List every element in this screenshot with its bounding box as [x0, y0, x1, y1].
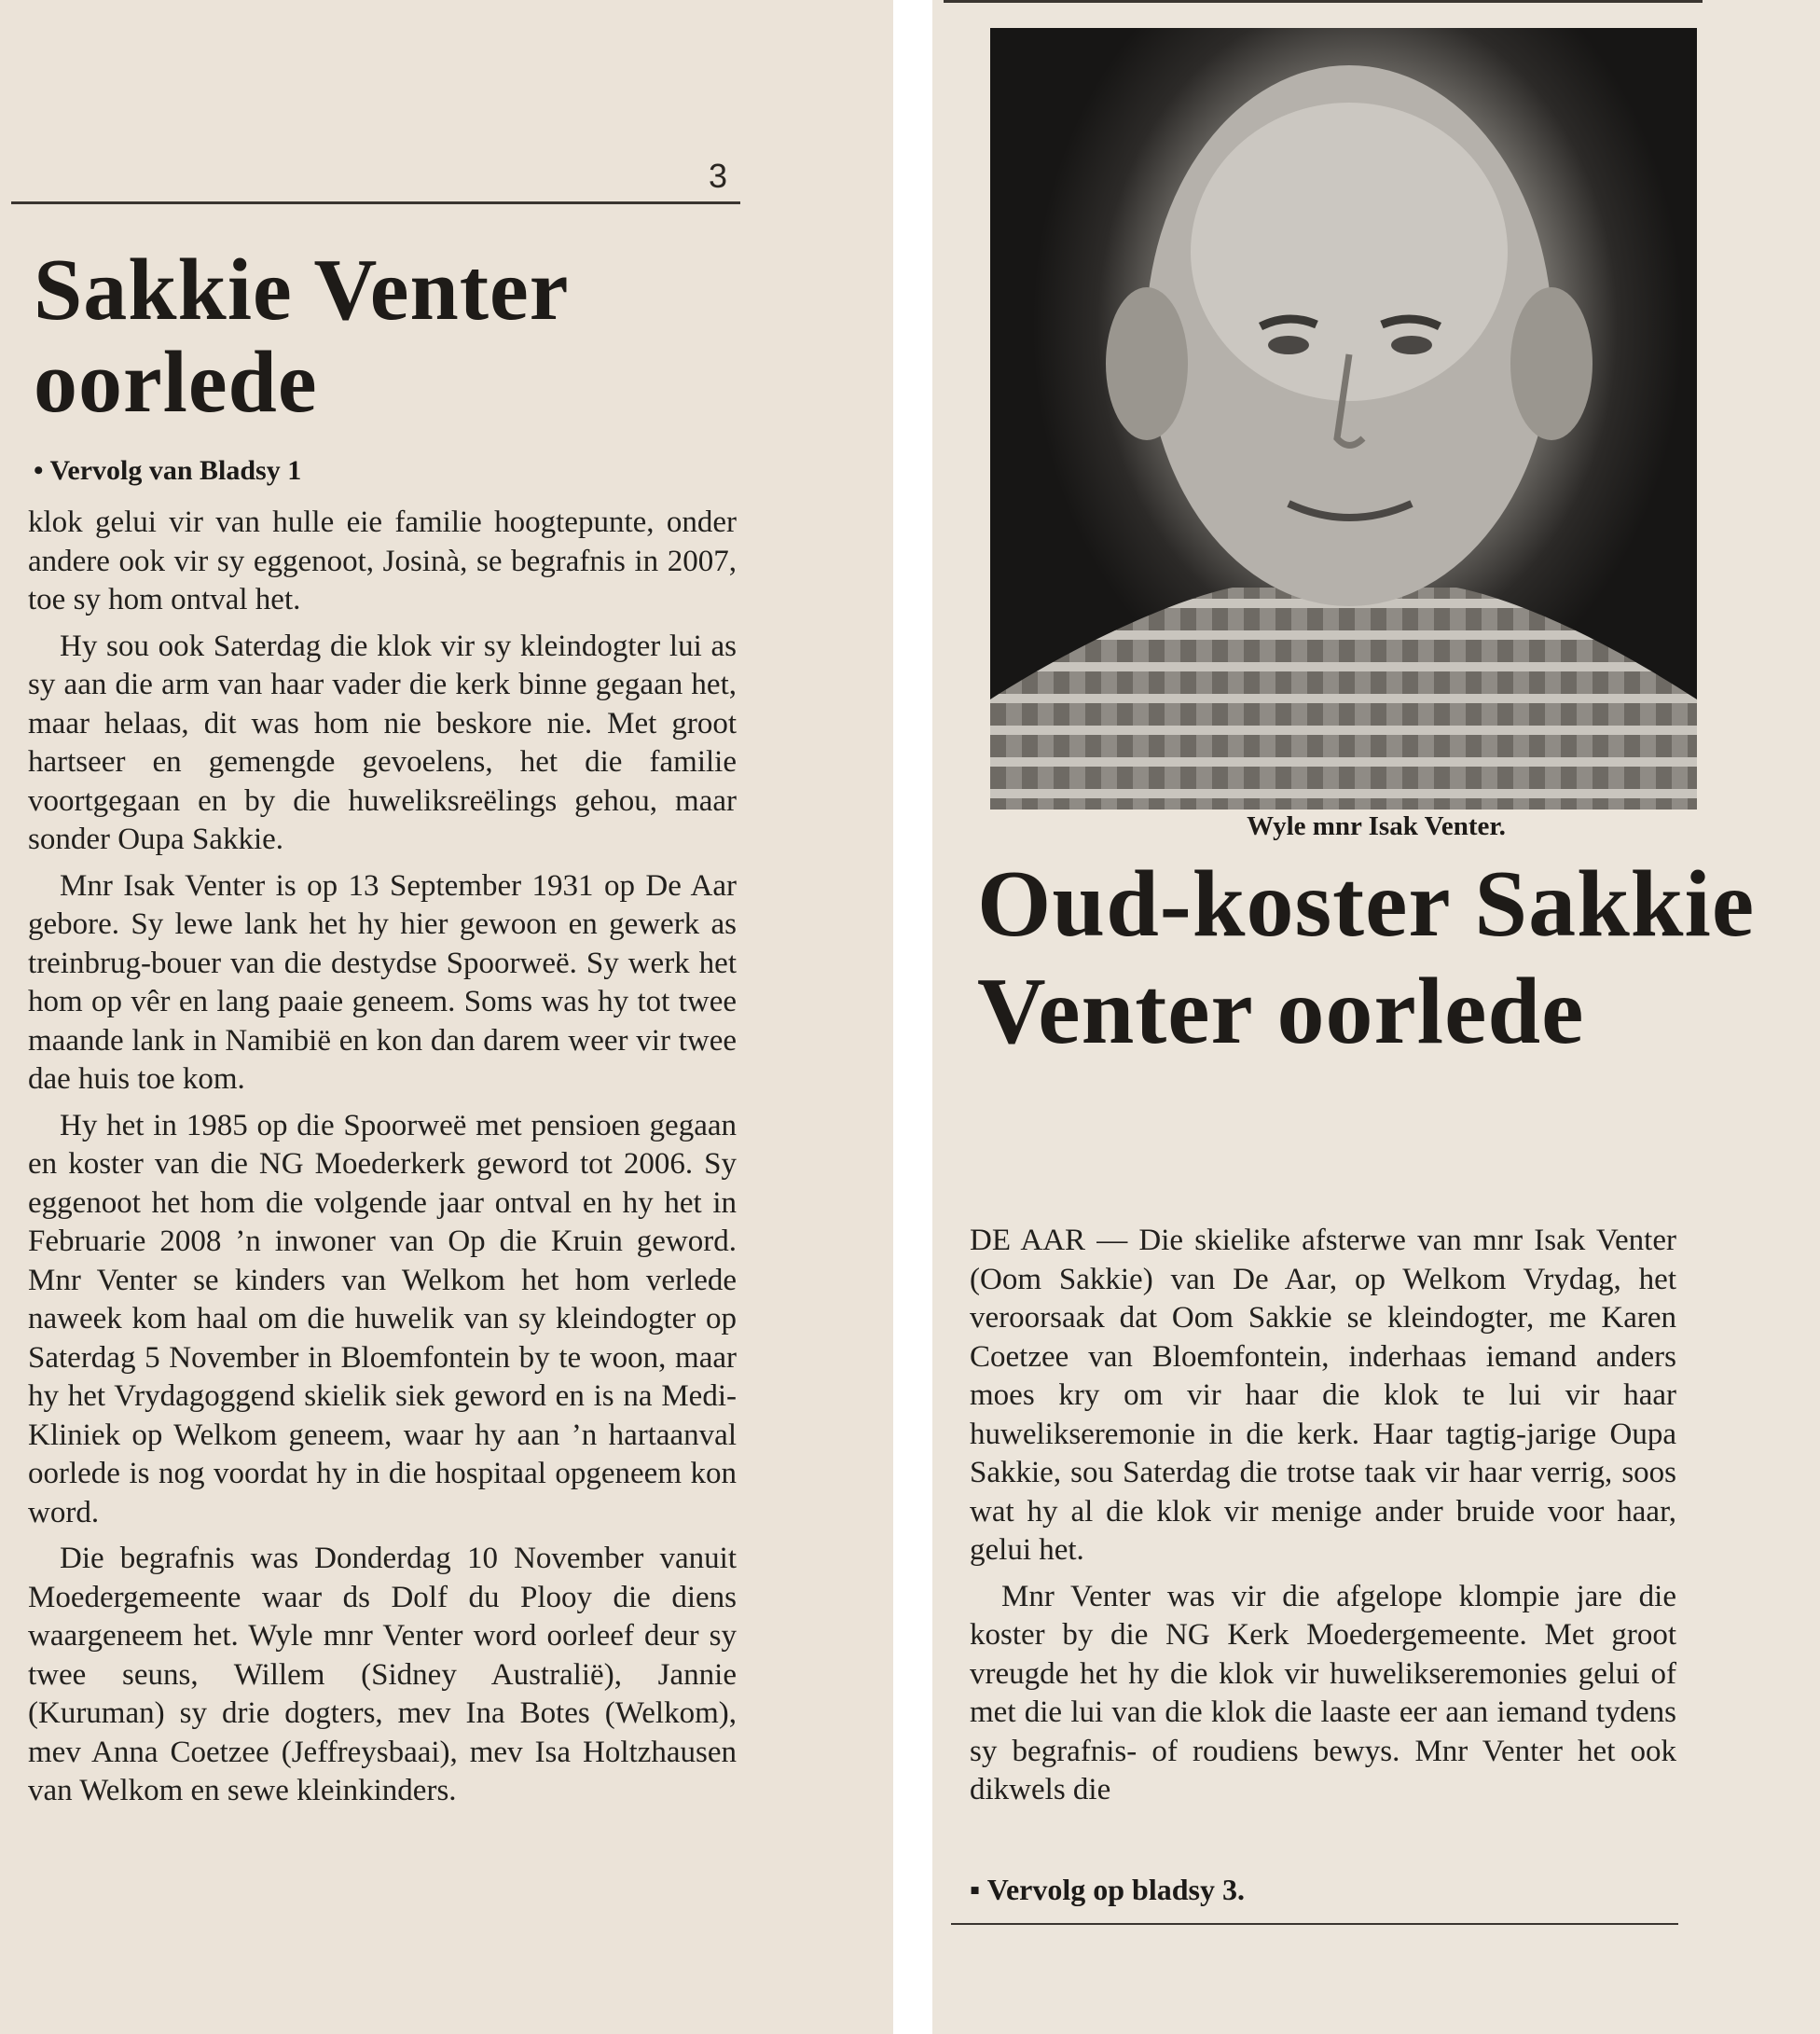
- article-paragraph: Mnr Isak Venter is op 13 September 1931 op De Aar gebore. Sy lewe lank het hy hier gewoon en gewerk as treinbrug-bouer van die destydse Spoorweë. Sy werk het hom op vêr en lang paaie geneem. Soms was hy tot twee maande lank in Namibië en kon dan darem weer vir twee dae huis toe kom.: [28, 868, 737, 1096]
- article-paragraph: Hy het in 1985 op die Spoorweë met pensioen gegaan en koster van die NG Moederkerk geword tot 2006. Sy eggenoot het hom die volgende jaar ontval en hy het in Februarie 2008 ’n inwoner van Op die Kruin geword. Mnr Venter se kinders van Welkom het hom verlede naweek kom haal om die huwelik van sy kleindogter op Saterdag 5 November in Bloemfontein by te woon, maar hy het Vrydagoggend skielik siek geword en is na Medi-Kliniek op Welkom geneem, waar hy aan ’n hartaanval oorlede is nog voordat hy in die hospitaal opgeneem kon word.: [28, 1108, 737, 1529]
- right-article-body: [970, 1222, 1676, 1818]
- article-paragraph: Hy sou ook Saterdag die klok vir sy kleindogter lui as sy aan die arm van haar vader die kerk binne gegaan het, maar helaas, dit was hom nie beskore nie. Met groot hartseer en gemengde gevoelens, het die familie voortgegaan en by die huweliksreëlings gehou, maar sonder Oupa Sakkie.: [28, 629, 737, 856]
- right-clipping: [932, 0, 1820, 2034]
- photo-caption: Wyle mnr Isak Venter.: [1247, 811, 1506, 841]
- portrait-photo: [990, 28, 1697, 809]
- left-article-body: [28, 504, 737, 1819]
- continued-from-note: • Vervolg van Bladsy 1: [34, 455, 302, 486]
- portrait-illustration: [990, 28, 1697, 809]
- page-number: 3: [709, 157, 728, 195]
- left-clipping: [0, 0, 893, 2034]
- header-rule: [944, 0, 1703, 3]
- article-paragraph: klok gelui vir van hulle eie familie hoogtepunte, onder andere ook vir sy eggenoot, Josinà, se begrafnis in 2007, toe sy hom ontval het.: [28, 505, 737, 616]
- footer-rule: [951, 1923, 1678, 1925]
- left-headline: Sakkie Venter oorlede: [34, 242, 568, 431]
- article-paragraph: Die begrafnis was Donderdag 10 November vanuit Moedergemeente waar ds Dolf du Plooy die diens waargeneem het. Wyle mnr Venter word oorleef deur sy twee seuns, Willem (Sidney Australië), Jannie (Kuruman) sy drie dogters, mev Ina Botes (Welkom), mev Anna Coetzee (Jeffreysbaai), mev Isa Holtzhausen van Welkom en sewe kleinkinders.: [28, 1542, 737, 1807]
- header-rule: [11, 201, 740, 204]
- continued-on-note: ▪ Vervolg op bladsy 3.: [970, 1873, 1245, 1906]
- article-paragraph: DE AAR — Die skielike afsterwe van mnr Isak Venter (Oom Sakkie) van De Aar, op Welkom Vrydag, het veroorsaak dat Oom Sakkie se kleindogter, me Karen Coetzee van Bloemfontein, inderhaas iemand anders moes kry om vir haar die klok te lui vir haar huwelikseremonie in die kerk. Haar tagtig-jarige Oupa Sakkie, sou Saterdag die trotse taak vir haar verrig, soos wat hy al die klok vir menige ander bruide voor haar, gelui het.: [970, 1224, 1676, 1567]
- article-paragraph: Mnr Venter was vir die afgelope klompie jare die koster by die NG Kerk Moedergemeente. Met groot vreugde het hy die klok vir huwelikseremonies gelui of met die lui van die klok die laaste eer aan iemand tydens sy begrafnis- of roudiens bewys. Mnr Venter het ook dikwels die: [970, 1579, 1676, 1806]
- right-headline: Oud-koster Sakkie Venter oorlede: [977, 851, 1756, 1065]
